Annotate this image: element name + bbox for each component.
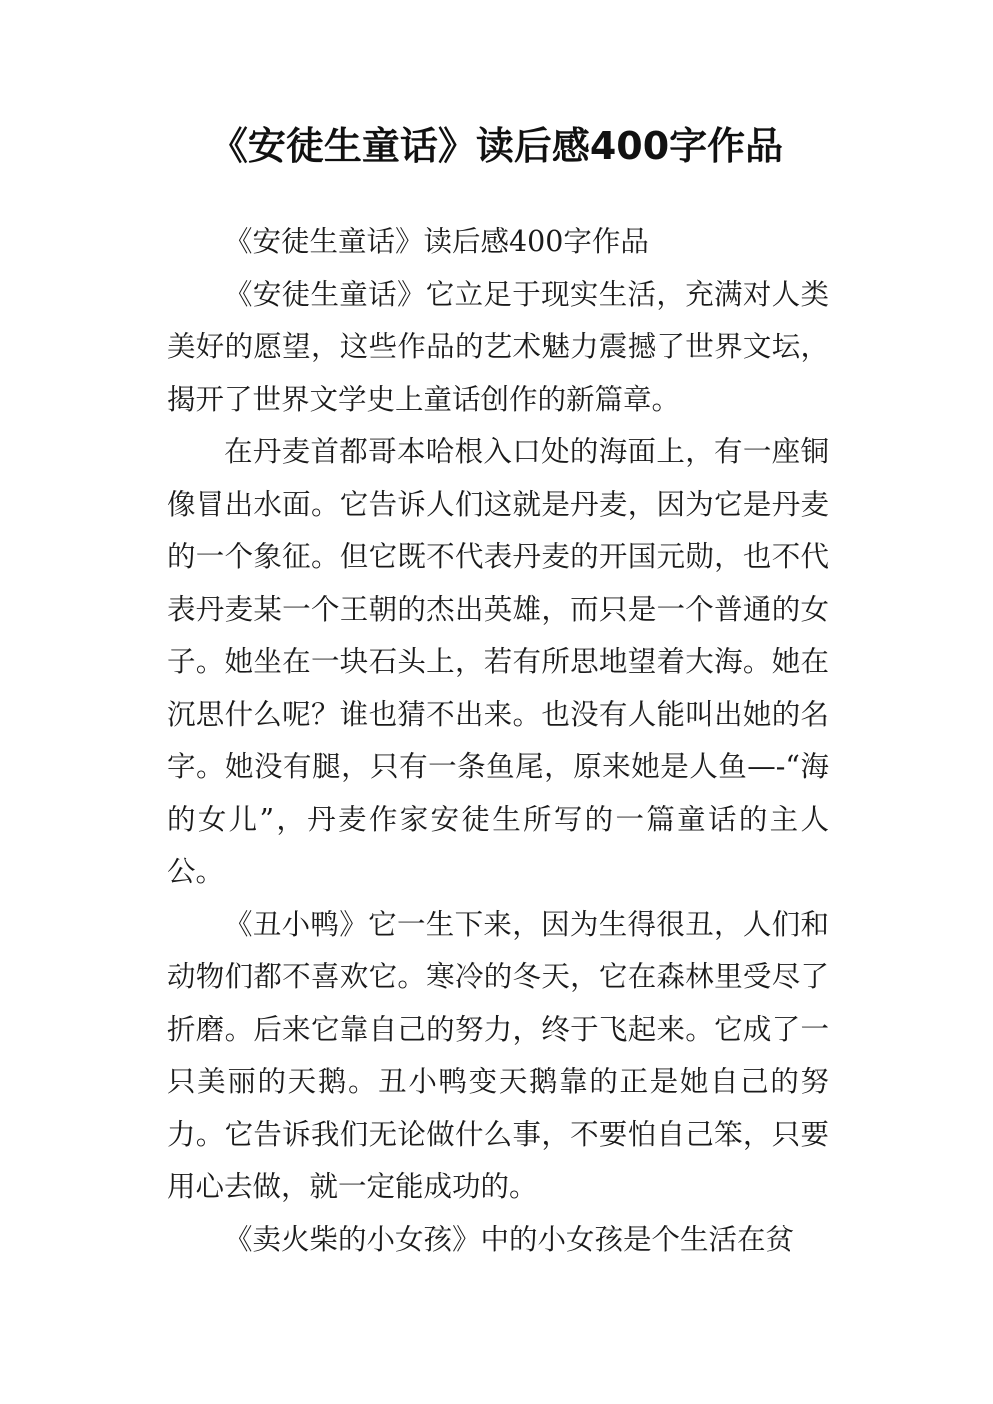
paragraph-little-mermaid: 在丹麦首都哥本哈根入口处的海面上，有一座铜像冒出水面。它告诉人们这就是丹麦，因为它是丹麦的一个象征。但它既不代表丹麦的开国元勋，也不代表丹麦某一个王朝的杰出英雄，而只是一个普通的女子。她坐在一块石头上，若有所思地望着大海。她在沉思什么呢？谁也猜不出来。也没有人能叫出她的名字。她没有腿，只有一条鱼尾，原来她是人鱼—-“海的女儿”，丹麦作家安徒生所写的一篇童话的主人公。: [167, 435, 829, 888]
paragraph-subtitle: 《安徒生童话》读后感400字作品: [224, 225, 649, 258]
paragraph-match-girl: 《卖火柴的小女孩》中的小女孩是个生活在贫: [224, 1222, 795, 1256]
document-title: 《安徒生童话》读后感400字作品: [209, 124, 784, 168]
document-body: [167, 216, 829, 1266]
paragraph-ugly-duckling: 《丑小鸭》它一生下来，因为生得很丑，人们和动物们都不喜欢它。寒冷的冬天，它在森林里受尽了折磨。后来它靠自己的努力，终于飞起来。它成了一只美丽的天鹅。丑小鸭变天鹅靠的正是她自己的努力。它告诉我们无论做什么事，不要怕自己笨，只要用心去做，就一定能成功的。: [167, 907, 829, 1203]
paragraph-intro: 《安徒生童话》它立足于现实生活，充满对人类美好的愿望，这些作品的艺术魅力震撼了世界文坛，揭开了世界文学史上童话创作的新篇章。: [167, 277, 829, 416]
